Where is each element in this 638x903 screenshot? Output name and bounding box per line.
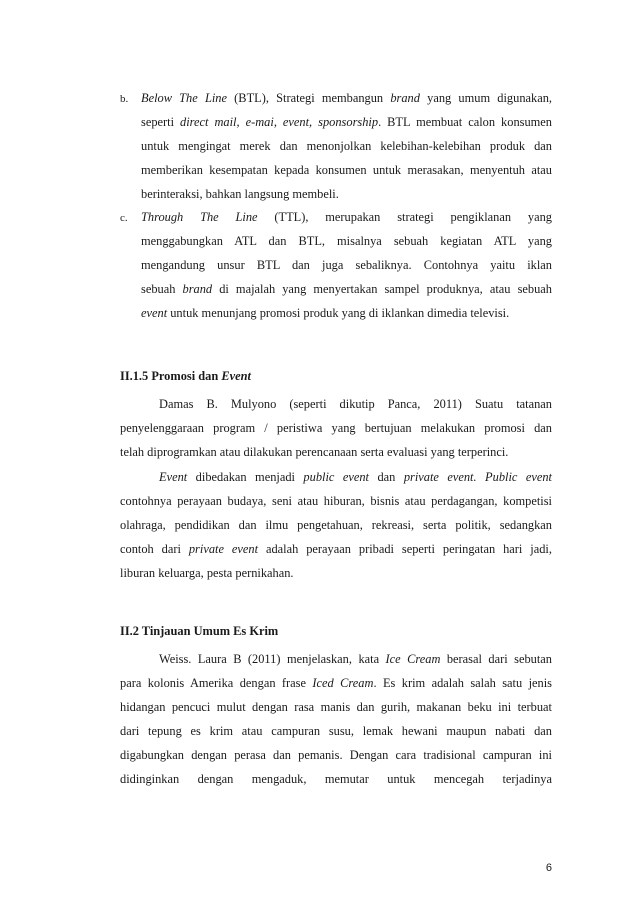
paragraph-line: hidangan pencuci mulut dengan rasa manis dan gurih, makanan beku ini terbuat <box>120 700 552 714</box>
section-heading-tinjauan-es-krim: II.2 Tinjauan Umum Es Krim <box>120 624 279 638</box>
list-b-line-4: memberikan kesempatan kepada konsumen untuk merasakan, menyentuh atau <box>141 163 552 177</box>
list-c-line-2: menggabungkan ATL dan BTL, misalnya sebuah kegiatan ATL yang <box>141 234 552 248</box>
list-c-line-3: mengandung unsur BTL dan juga sebaliknya. Contohnya yaitu iklan <box>141 258 552 272</box>
paragraph-line: digabungkan dengan perasa dan pemanis. Dengan cara tradisional campuran ini <box>120 748 552 762</box>
page-number: 6 <box>545 862 552 874</box>
list-c-line-1: Through The Line (TTL), merupakan strategi pengiklanan yang <box>141 210 552 224</box>
paragraph-line: contohnya perayaan budaya, seni atau hiburan, bisnis atau perdagangan, kompetisi <box>120 494 552 508</box>
paragraph-line: Damas B. Mulyono (seperti dikutip Panca, 2011) Suatu tatanan <box>159 397 552 411</box>
list-c-line-5: event untuk menunjang promosi produk yang di iklankan dimedia televisi. <box>141 306 510 320</box>
paragraph-line: penyelenggaraan program / peristiwa yang bertujuan melakukan promosi dan <box>120 421 552 435</box>
list-b-line-1: Below The Line (BTL), Strategi membangun brand yang umum digunakan, <box>141 91 552 105</box>
list-b-line-2: seperti direct mail, e-mai, event, sponsorship. BTL membuat calon konsumen <box>141 115 552 129</box>
list-marker-c: c. <box>120 212 128 224</box>
paragraph-line: Weiss. Laura B (2011) menjelaskan, kata Ice Cream berasal dari sebutan <box>159 652 552 666</box>
paragraph-line: para kolonis Amerika dengan frase Iced Cream. Es krim adalah salah satu jenis <box>120 676 552 690</box>
list-b-line-3: untuk mengingat merek dan menonjolkan kelebihan-kelebihan produk dan <box>141 139 552 153</box>
list-marker-b: b. <box>120 93 129 105</box>
paragraph-line: olahraga, pendidikan dan ilmu pengetahuan, rekreasi, serta politik, sedangkan <box>120 518 552 532</box>
paragraph-line: Event dibedakan menjadi public event dan private event. Public event <box>159 470 552 484</box>
section-heading-promosi-event: II.1.5 Promosi dan Event <box>120 369 251 383</box>
list-b-line-5: berinteraksi, bahkan langsung membeli. <box>141 187 339 201</box>
list-c-line-4: sebuah brand di majalah yang menyertakan sampel produknya, atau sebuah <box>141 282 552 296</box>
paragraph-line: contoh dari private event adalah perayaan pribadi seperti peringatan hari jadi, <box>120 542 552 556</box>
paragraph-line: liburan keluarga, pesta pernikahan. <box>120 566 294 580</box>
paragraph-line: didinginkan dengan mengaduk, memutar untuk mencegah terjadinya <box>120 772 552 786</box>
paragraph-line: telah diprogramkan atau dilakukan perencanaan serta evaluasi yang terperinci. <box>120 445 509 459</box>
paragraph-line: dari tepung es krim atau campuran susu, lemak hewani maupun nabati dan <box>120 724 552 738</box>
